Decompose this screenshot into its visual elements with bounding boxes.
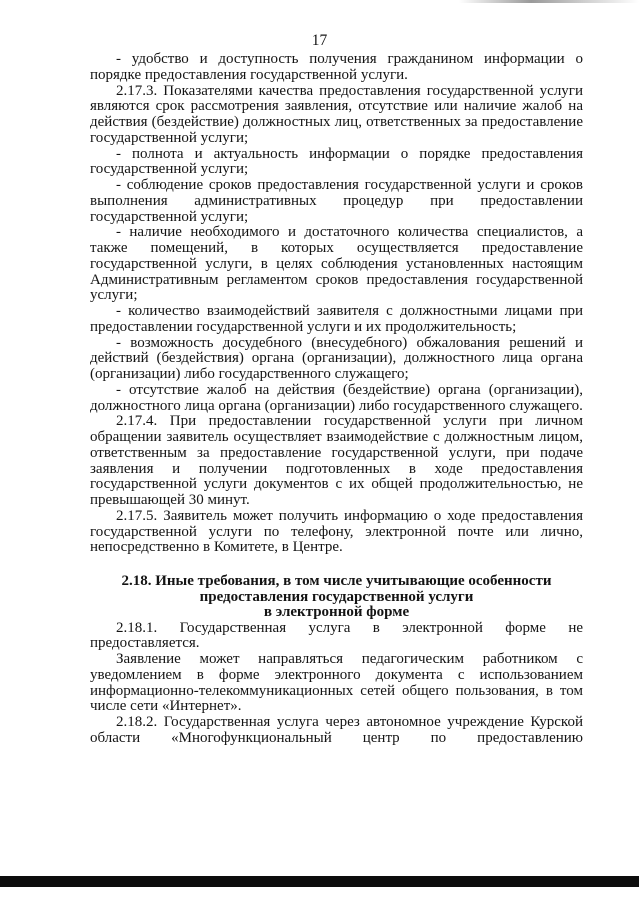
- heading-line-1: 2.18. Иные требования, в том числе учитывающие особенности: [121, 573, 552, 589]
- paragraph-no-complaints: - отсутствие жалоб на действия (бездействие) органа (организации), должностного лица органа (организации) либо государственного служащего.: [90, 381, 583, 414]
- heading-line-3: в электронной форме: [263, 604, 410, 620]
- paragraph-2-18-2: 2.18.2. Государственная услуга через автономное учреждение Курской области «Многофункциональный центр по предоставлению: [90, 714, 583, 746]
- page-number: 17: [311, 32, 328, 49]
- paragraph-2-17-4: 2.17.4. При предоставлении государственной услуги при личном обращении заявитель осуществляет взаимодействие с должностным лицом, ответственным за предоставление государственной услуги, при подаче заявления и получении подготовленных в ходе предоставления государственной услуги документов с их общей продолжительностью, не превышающей 30 минут.: [90, 413, 583, 508]
- section-heading-2-18: [90, 574, 583, 621]
- paragraph-2-17-5: 2.17.5. Заявитель может получить информацию о ходе предоставления государственной услуги по телефону, электронной почте или лично, непосредственно в Комитете, в Центре.: [90, 507, 583, 556]
- paragraph-2-17-3: 2.17.3. Показателями качества предоставления государственной услуги являются срок рассмотрения заявления, отсутствие или наличие жалоб на действия (бездействие) должностных лиц, ответственных за предоставление государственной услуги;: [90, 82, 583, 146]
- document-body: [90, 52, 583, 747]
- heading-line-2: предоставления государственной услуги: [199, 588, 474, 605]
- paragraph-deadlines: - соблюдение сроков предоставления государственной услуги и сроков выполнения административных процедур при предоставлении государственной услуги;: [90, 177, 583, 225]
- paragraph-specialists: - наличие необходимого и достаточного количества специалистов, а также помещений, в которых осуществляется предоставление государственной услуги, в целях соблюдения установленных настоящим Административным регламентом сроков предоставления государственной услуги;: [90, 224, 583, 304]
- paragraph-2-18-1: 2.18.1. Государственная услуга в электронной форме не предоставляется.: [90, 619, 583, 652]
- scan-edge-mark: [459, 0, 639, 3]
- paragraph-electronic-application: Заявление может направляться педагогическим работником с уведомлением в форме электронного документа с использованием информационно-телекоммуникационных сетей общего пользования, в том числе сети «Интернет».: [90, 651, 583, 715]
- paragraph-completeness: - полнота и актуальность информации о порядке предоставления государственной услуги;: [90, 145, 583, 178]
- paragraph-interactions: - количество взаимодействий заявителя с должностными лицами при предоставлении государственной услуги и их продолжительность;: [90, 303, 583, 335]
- scan-bottom-bar: [0, 876, 639, 887]
- paragraph-convenience: - удобство и доступность получения гражданином информации о порядке предоставления государственной услуги.: [90, 51, 583, 83]
- paragraph-appeal: - возможность досудебного (внесудебного) обжалования решений и действий (бездействия) органа (организации), должностного лица органа (организации) либо государственного служащего;: [90, 334, 583, 382]
